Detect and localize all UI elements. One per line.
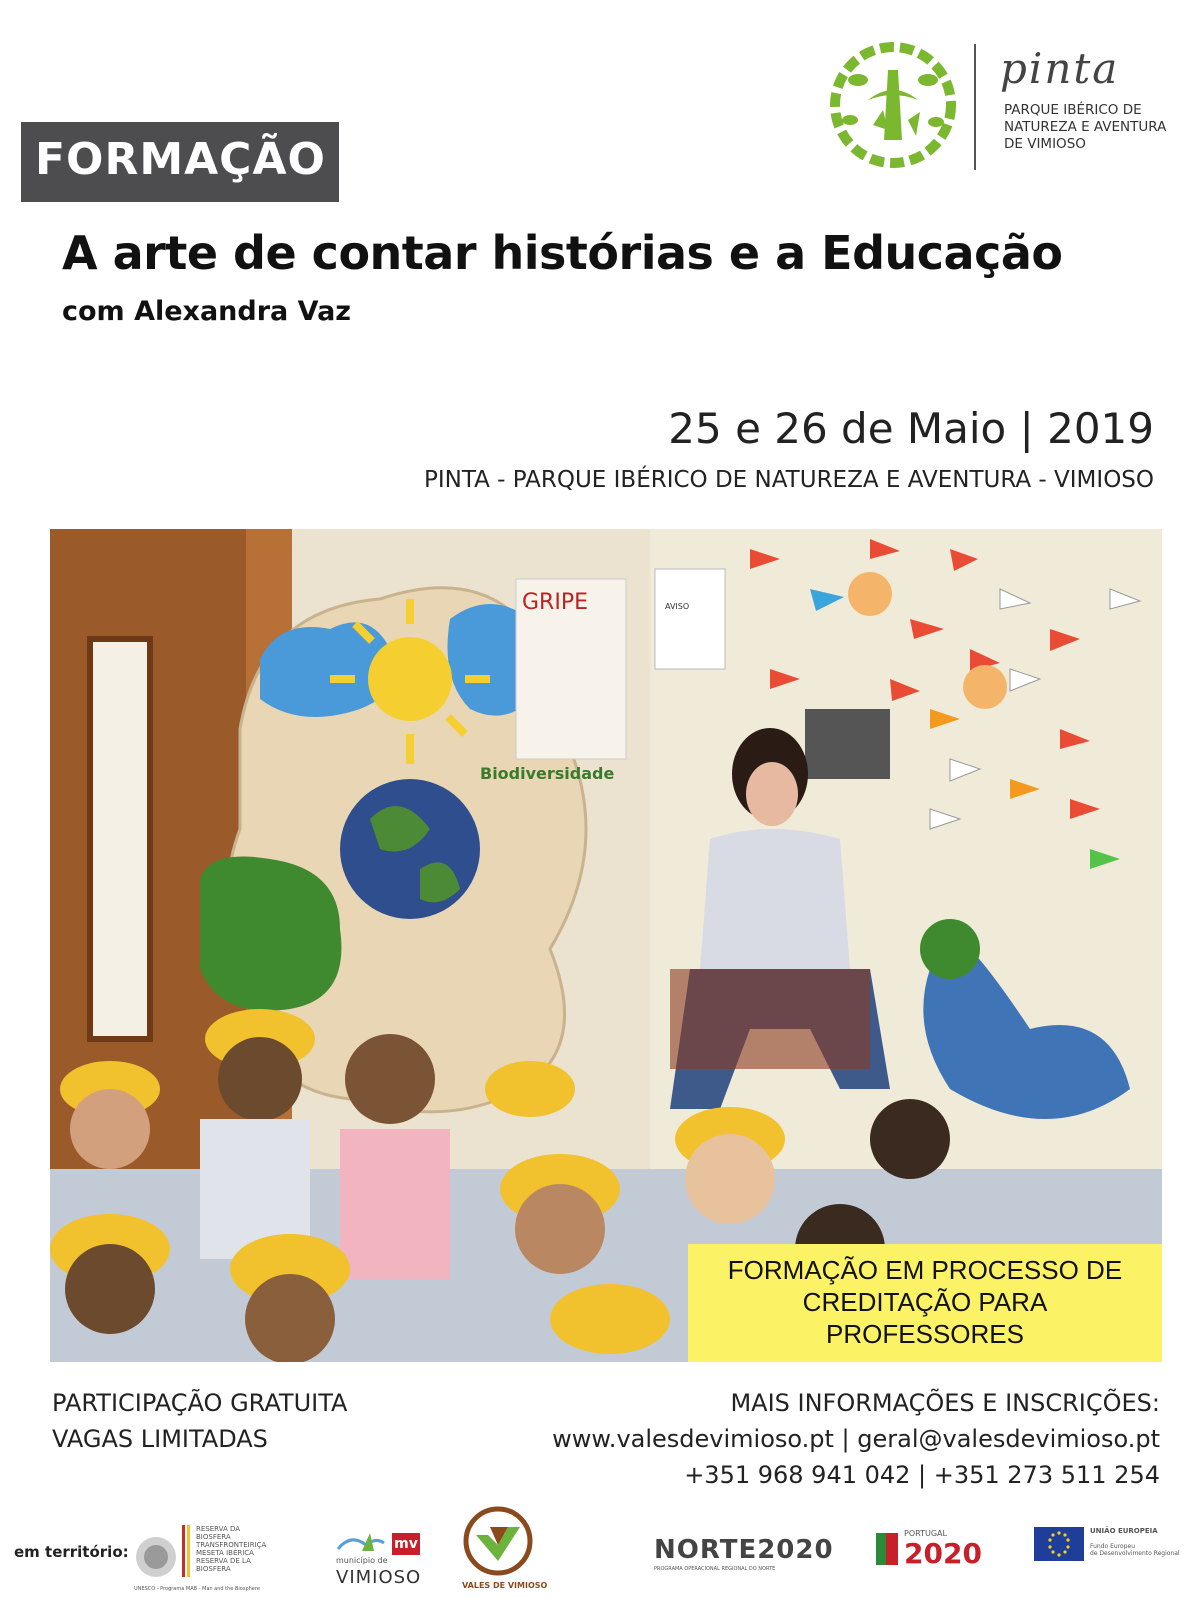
- municipio-vimioso-logo: [336, 1529, 426, 1589]
- reserva-line: MESETA IBÉRICA: [196, 1549, 254, 1557]
- participation-line: PARTICIPAÇÃO GRATUITA: [52, 1389, 348, 1417]
- contact-phones[interactable]: +351 968 941 042 | +351 273 511 254: [684, 1461, 1160, 1489]
- eu-title: UNIÃO EUROPEIA: [1090, 1527, 1158, 1535]
- reserva-line: BIOSFERA: [196, 1565, 231, 1573]
- mv-mark: mv: [392, 1533, 420, 1555]
- eu-sub-1: Fundo Europeu: [1090, 1543, 1136, 1550]
- logo-name: pinta: [1000, 44, 1120, 93]
- eu-flag-icon: [1034, 1527, 1084, 1561]
- eu-feder-logo: [1034, 1527, 1184, 1571]
- contact-heading: MAIS INFORMAÇÕES E INSCRIÇÕES:: [730, 1389, 1160, 1417]
- event-photo: [50, 529, 1162, 1362]
- logo-subtitle-line: NATUREZA E AVENTURA: [1004, 119, 1167, 135]
- logo-subtitle-line: PARQUE IBÉRICO DE: [1004, 102, 1142, 118]
- accreditation-line: PROFESSORES: [826, 1319, 1024, 1349]
- reserva-line: RESERVA DE LA: [196, 1557, 251, 1565]
- page-title: A arte de contar histórias e a Educação: [62, 226, 1063, 280]
- vimioso-label: VIMIOSO: [336, 1567, 422, 1588]
- reserva-foot: UNESCO - Programa MAB - Man and the Biosphere: [134, 1586, 260, 1592]
- vales-de-vimioso-logo: [462, 1505, 548, 1600]
- event-date: 25 e 26 de Maio | 2019: [668, 404, 1154, 453]
- reserva-line: TRANSFRONTEIRIÇA: [196, 1541, 267, 1549]
- participation-info: [52, 1385, 347, 1457]
- formacao-badge: [21, 122, 339, 202]
- vimioso-emblem-icon: [336, 1529, 386, 1555]
- municipio-label: município de: [336, 1556, 388, 1565]
- accreditation-text: [688, 1254, 1162, 1350]
- event-venue: PINTA - PARQUE IBÉRICO DE NATUREZA E AVENTURA - VIMIOSO: [423, 467, 1154, 493]
- norte2020-label: NORTE2020: [654, 1535, 834, 1565]
- portugal2020-logo: [876, 1529, 986, 1579]
- norte2020-sub: PROGRAMA OPERACIONAL REGIONAL DO NORTE: [654, 1566, 776, 1572]
- pinta-emblem-icon: [828, 40, 958, 170]
- accreditation-box: [688, 1244, 1162, 1362]
- storytelling-photo-illustration: [50, 529, 1162, 1362]
- biosphere-reserve-logo: [134, 1525, 267, 1597]
- reserva-line: RESERVA DA: [196, 1525, 241, 1533]
- poster-text: GRIPE: [522, 590, 588, 615]
- banner-text: Biodiversidade: [480, 764, 615, 783]
- logo-divider: [974, 44, 976, 170]
- territory-label: em território:: [14, 1543, 129, 1561]
- accreditation-line: CREDITAÇÃO PARA: [802, 1287, 1048, 1317]
- page-subtitle: com Alexandra Vaz: [62, 296, 352, 327]
- logo-subtitle: [1004, 102, 1194, 153]
- accreditation-line: FORMAÇÃO EM PROCESSO DE: [727, 1255, 1123, 1285]
- contact-info: [552, 1385, 1160, 1493]
- eu-sub-2: de Desenvolvimento Regional: [1090, 1550, 1180, 1557]
- notice-text: AVISO: [665, 602, 690, 611]
- partner-logos: [0, 1505, 1200, 1600]
- contact-web-email[interactable]: www.valesdevimioso.pt | geral@valesdevimioso.pt: [552, 1425, 1160, 1453]
- reserva-line: BIOSFERA: [196, 1533, 231, 1541]
- portugal-small-label: PORTUGAL: [904, 1529, 947, 1538]
- vales-emblem-icon: [462, 1505, 534, 1577]
- pinta-logo: [828, 40, 1178, 170]
- badge-label: FORMAÇÃO: [35, 134, 326, 185]
- logo-subtitle-line: DE VIMIOSO: [1004, 136, 1086, 152]
- portugal-flag-icon: [876, 1533, 898, 1565]
- biosphere-emblem-icon: [134, 1535, 178, 1579]
- portugal2020-label: 2020: [904, 1537, 982, 1570]
- vales-label: VALES DE VIMIOSO: [462, 1581, 548, 1590]
- norte2020-logo: [654, 1535, 838, 1575]
- vacancies-line: VAGAS LIMITADAS: [52, 1425, 268, 1453]
